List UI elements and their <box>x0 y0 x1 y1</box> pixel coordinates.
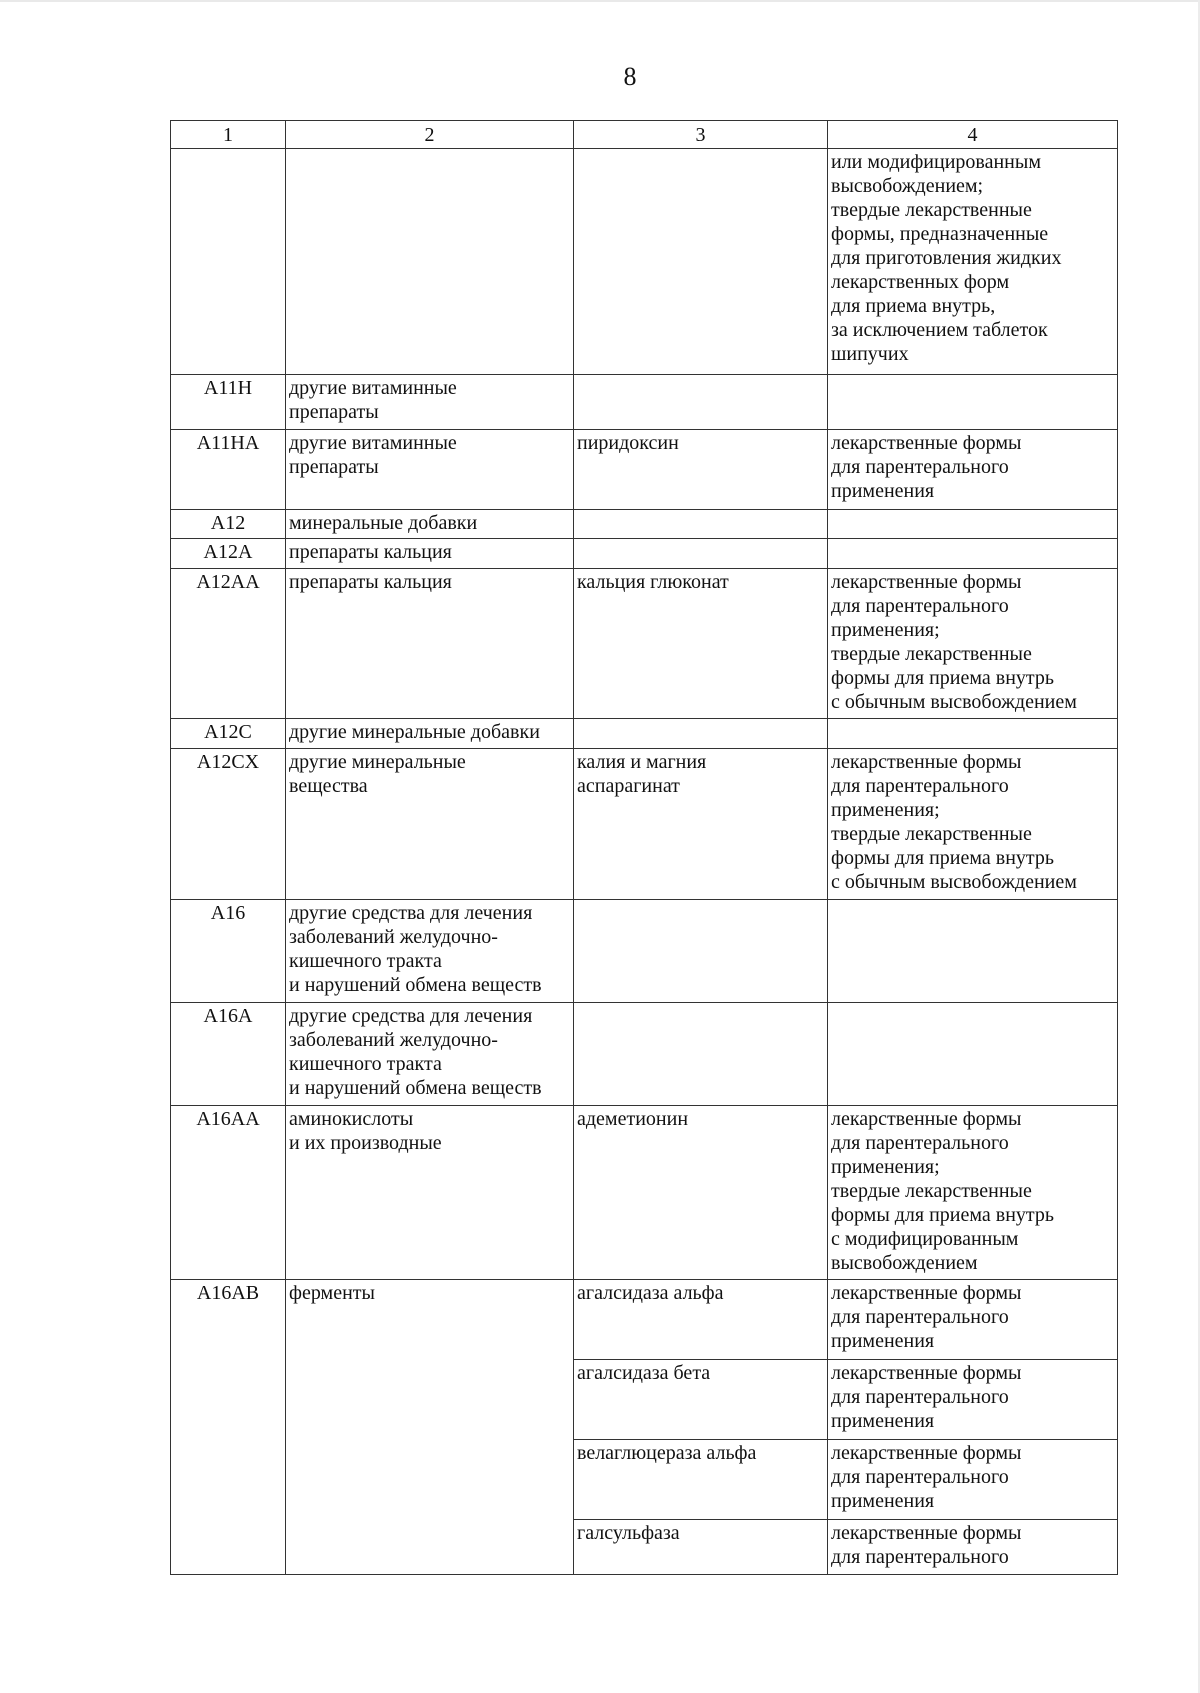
group-name-cell: ферменты <box>286 1280 574 1575</box>
dosage-form-cell <box>828 510 1118 539</box>
atc-code-cell: A16AB <box>171 1280 286 1575</box>
drug-name-cell: агалсидаза альфа <box>574 1280 828 1360</box>
dosage-form-cell: лекарственные формы для парентерального применения; твердые лекарственные формы для приема внутрь с обычным высвобождением <box>828 749 1118 900</box>
group-name-cell: другие витаминные препараты <box>286 430 574 510</box>
table-row <box>171 430 1118 510</box>
dosage-form-cell <box>828 375 1118 430</box>
drug-name-cell: адеметионин <box>574 1106 828 1280</box>
atc-code-cell: A12CX <box>171 749 286 900</box>
group-name-cell: другие средства для лечения заболеваний желудочно- кишечного тракта и нарушений обмена веществ <box>286 900 574 1003</box>
group-name-cell: другие витаминные препараты <box>286 375 574 430</box>
atc-code-cell: A16A <box>171 1003 286 1106</box>
table-row <box>171 749 1118 900</box>
atc-code-cell <box>171 149 286 375</box>
group-name-cell <box>286 149 574 375</box>
column-header: 2 <box>286 121 574 149</box>
group-name-cell: препараты кальция <box>286 539 574 569</box>
table-row <box>171 510 1118 539</box>
group-name-cell: аминокислоты и их производные <box>286 1106 574 1280</box>
drug-name-cell <box>574 375 828 430</box>
dosage-form-cell: лекарственные формы для парентерального применения <box>828 1280 1118 1360</box>
atc-code-cell: A16AA <box>171 1106 286 1280</box>
table-row <box>171 1280 1118 1360</box>
dosage-form-cell <box>828 719 1118 749</box>
scan-edge <box>0 0 1200 2</box>
dosage-form-cell: лекарственные формы для парентерального <box>828 1520 1118 1575</box>
drug-name-cell: агалсидаза бета <box>574 1360 828 1440</box>
group-name-cell: другие минеральные добавки <box>286 719 574 749</box>
group-name-cell: другие средства для лечения заболеваний желудочно- кишечного тракта и нарушений обмена веществ <box>286 1003 574 1106</box>
table-row <box>171 900 1118 1003</box>
drug-name-cell <box>574 719 828 749</box>
atc-code-cell: A12C <box>171 719 286 749</box>
atc-code-cell: A12A <box>171 539 286 569</box>
dosage-form-cell: или модифицированным высвобождением; твердые лекарственные формы, предназначенные для приготовления жидких лекарственных форм для приема внутрь, за исключением таблеток шипучих <box>828 149 1118 375</box>
group-name-cell: минеральные добавки <box>286 510 574 539</box>
page-number: 8 <box>623 62 637 91</box>
drug-name-cell <box>574 1003 828 1106</box>
group-name-cell: другие минеральные вещества <box>286 749 574 900</box>
dosage-form-cell <box>828 900 1118 1003</box>
table-row <box>171 719 1118 749</box>
atc-code-cell: A11H <box>171 375 286 430</box>
atc-code-cell: A11HA <box>171 430 286 510</box>
dosage-form-cell: лекарственные формы для парентерального применения <box>828 1360 1118 1440</box>
column-header: 1 <box>171 121 286 149</box>
dosage-form-cell: лекарственные формы для парентерального применения <box>828 1440 1118 1520</box>
dosage-form-cell: лекарственные формы для парентерального применения <box>828 430 1118 510</box>
column-header: 4 <box>828 121 1118 149</box>
table-row <box>171 539 1118 569</box>
drug-name-cell: велаглюцераза альфа <box>574 1440 828 1520</box>
table-row <box>171 1106 1118 1280</box>
column-header: 3 <box>574 121 828 149</box>
atc-code-cell: A12 <box>171 510 286 539</box>
atc-code-cell: A16 <box>171 900 286 1003</box>
drug-name-cell: кальция глюконат <box>574 569 828 719</box>
drug-name-cell <box>574 510 828 539</box>
table-row <box>171 375 1118 430</box>
drug-name-cell <box>574 149 828 375</box>
dosage-form-cell: лекарственные формы для парентерального применения; твердые лекарственные формы для приема внутрь с обычным высвобождением <box>828 569 1118 719</box>
dosage-form-cell <box>828 539 1118 569</box>
table-row <box>171 1003 1118 1106</box>
dosage-form-cell <box>828 1003 1118 1106</box>
dosage-form-cell: лекарственные формы для парентерального применения; твердые лекарственные формы для приема внутрь с модифицированным высвобождением <box>828 1106 1118 1280</box>
drug-name-cell <box>574 539 828 569</box>
drug-name-cell <box>574 900 828 1003</box>
drug-name-cell: галсульфаза <box>574 1520 828 1575</box>
drug-name-cell: пиридоксин <box>574 430 828 510</box>
drug-list-table <box>170 120 1118 1575</box>
drug-name-cell: калия и магния аспарагинат <box>574 749 828 900</box>
table-header-row <box>171 121 1118 149</box>
table-row <box>171 569 1118 719</box>
table-row <box>171 149 1118 375</box>
group-name-cell: препараты кальция <box>286 569 574 719</box>
atc-code-cell: A12AA <box>171 569 286 719</box>
